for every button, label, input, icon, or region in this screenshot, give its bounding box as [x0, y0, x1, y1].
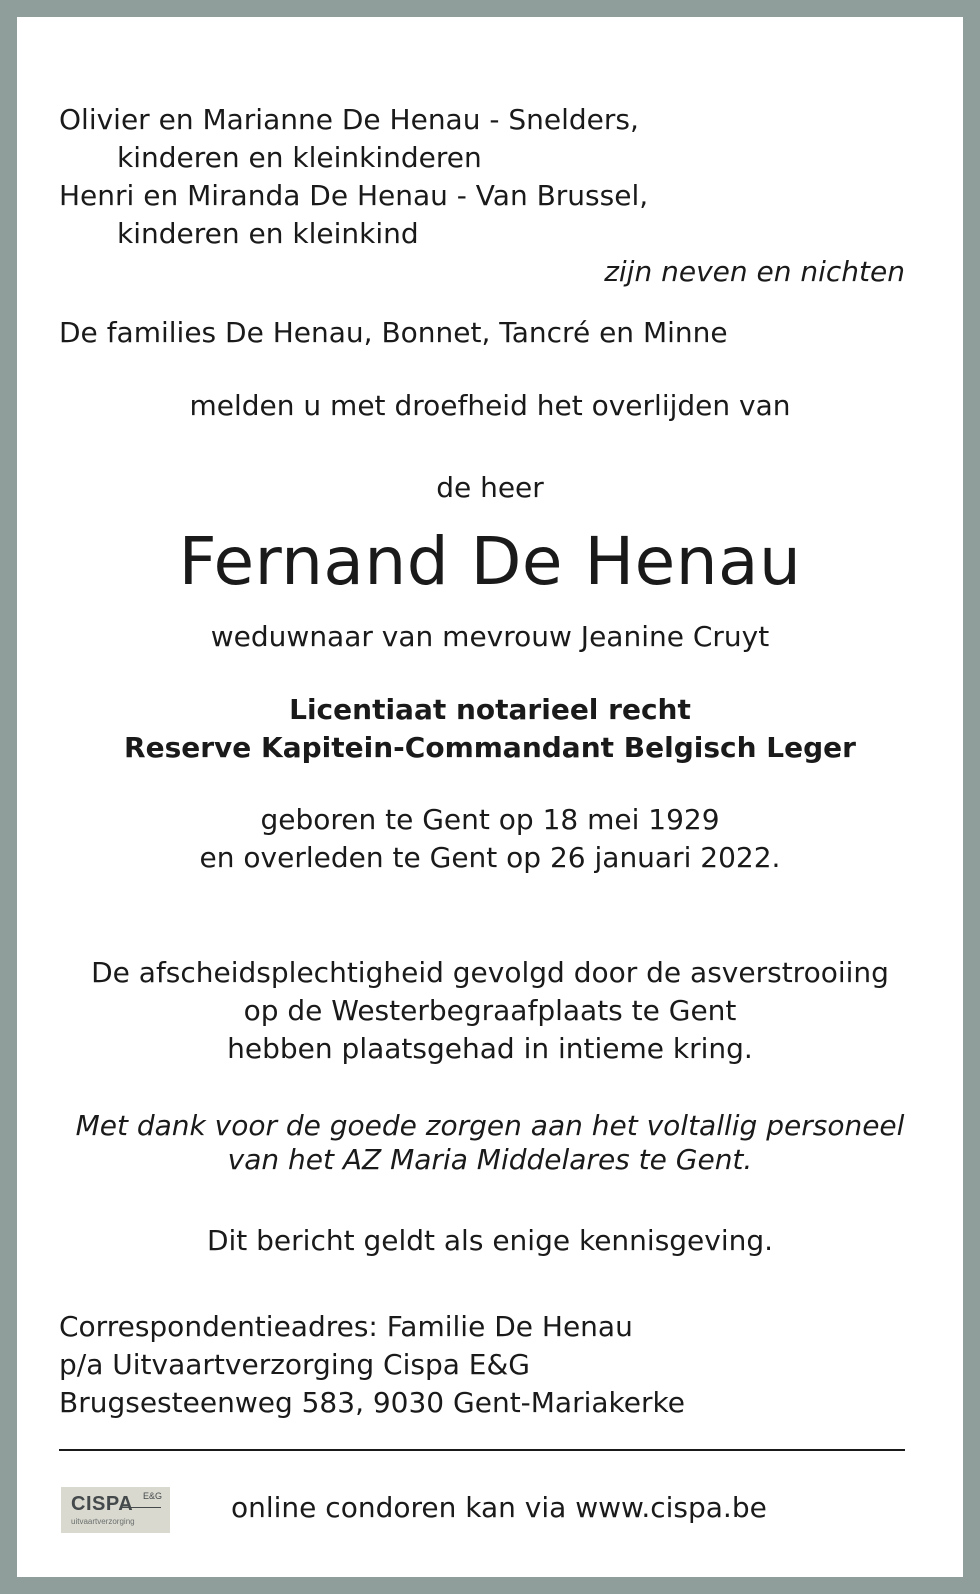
ceremony-line-3: hebben plaatsgehad in intieme kring.	[227, 1032, 753, 1065]
family-line-1: Olivier en Marianne De Henau - Snelders,	[59, 103, 639, 136]
deceased-name: Fernand De Henau	[178, 523, 802, 600]
qualification-1: Licentiaat notarieel recht	[289, 693, 691, 726]
logo-main-text: CISPA	[71, 1493, 134, 1515]
family-line-2: kinderen en kleinkinderen	[117, 141, 482, 174]
ceremony-line-1: De afscheidsplechtigheid gevolgd door de asverstrooiing	[91, 956, 889, 989]
logo-sub-text: uitvaartverzorging	[71, 1517, 135, 1526]
family-line-6: De families De Henau, Bonnet, Tancré en Minne	[59, 316, 728, 349]
announcement: melden u met droefheid het overlijden van	[189, 389, 791, 422]
correspondence-line-3: Brugsesteenweg 583, 9030 Gent-Mariakerke	[59, 1386, 685, 1419]
correspondence-line-1: Correspondentieadres: Familie De Henau	[59, 1310, 633, 1343]
born-line: geboren te Gent op 18 mei 1929	[260, 803, 720, 836]
online-condolence-link[interactable]: online condoren kan via www.cispa.be	[231, 1491, 767, 1524]
died-line: en overleden te Gent op 26 januari 2022.	[199, 841, 781, 874]
thanks-line-2: van het AZ Maria Middelares te Gent.	[227, 1143, 753, 1176]
deceased-title: de heer	[436, 471, 544, 504]
deceased-spouse: weduwnaar van mevrouw Jeanine Cruyt	[210, 620, 770, 653]
logo-rule	[121, 1507, 161, 1508]
qualification-2: Reserve Kapitein-Commandant Belgisch Leger	[124, 731, 856, 764]
family-line-4: kinderen en kleinkind	[117, 217, 419, 250]
ceremony-line-2: op de Westerbegraafplaats te Gent	[243, 994, 737, 1027]
logo-eg-text: E&G	[143, 1491, 163, 1501]
family-line-3: Henri en Miranda De Henau - Van Brussel,	[59, 179, 649, 212]
thanks-line-1: Met dank voor de goede zorgen aan het voltallig personeel	[75, 1109, 905, 1142]
family-line-5: zijn neven en nichten	[604, 255, 905, 288]
correspondence-line-2: p/a Uitvaartverzorging Cispa E&G	[59, 1348, 530, 1381]
footer-divider	[59, 1449, 905, 1451]
cispa-logo	[61, 1487, 170, 1533]
notice-line: Dit bericht geldt als enige kennisgeving.	[206, 1224, 774, 1257]
